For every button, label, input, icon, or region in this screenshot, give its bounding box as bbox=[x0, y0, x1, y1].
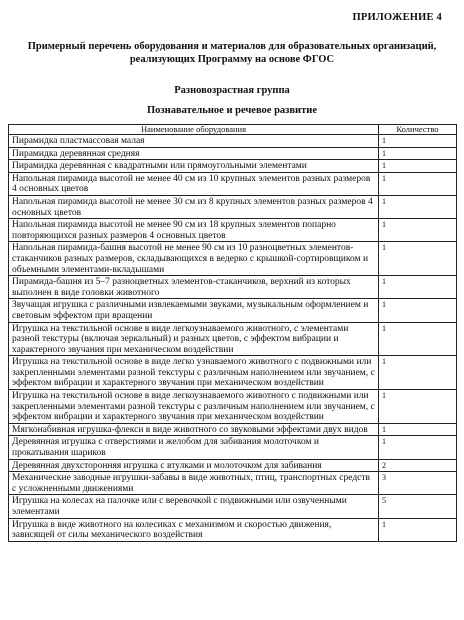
equipment-table bbox=[8, 124, 457, 542]
table-header-row bbox=[9, 125, 457, 135]
item-name: Деревянная игрушка с отверстиями и желобом для забивания молоточком и прокатывания шариков bbox=[9, 436, 379, 459]
table-row bbox=[9, 390, 457, 424]
item-name: Пирамидка деревянная средняя bbox=[9, 147, 379, 160]
table-row bbox=[9, 135, 457, 148]
table-row bbox=[9, 495, 457, 518]
item-name: Напольная пирамида высотой не менее 90 см из 18 крупных элементов попарно повторяющихся разных размеров 4 основных цветов bbox=[9, 219, 379, 242]
document-title: Примерный перечень оборудования и материалов для образовательных организаций, реализующих Программу на основе ФГОС bbox=[27, 41, 437, 65]
table-row bbox=[9, 459, 457, 472]
item-name: Игрушка на текстильной основе в виде легко узнаваемого животного с подвижными или закрепленными элементами разной текстуры с различным наполнением или звучанием, с эффектом вибрации и характерного звучания при механическом воздействии bbox=[9, 356, 379, 390]
table-row bbox=[9, 356, 457, 390]
table-row bbox=[9, 276, 457, 299]
table-row bbox=[9, 160, 457, 173]
item-quantity: 2 bbox=[379, 459, 457, 472]
item-name: Мягконабивная игрушка-флекси в виде животного со звуковыми эффектами двух видов bbox=[9, 423, 379, 436]
table-row bbox=[9, 219, 457, 242]
item-quantity: 1 bbox=[379, 276, 457, 299]
item-name: Механические заводные игрушки-забавы в виде животных, птиц, транспортных средств с усложненными движениями bbox=[9, 472, 379, 495]
item-name: Звучащая игрушка с различными извлекаемыми звуками, музыкальным оформлением и световым эффектом при вращении bbox=[9, 299, 379, 322]
table-row bbox=[9, 172, 457, 195]
item-name: Игрушка на текстильной основе в виде легкоузнаваемого животного с подвижными или закрепленными элементами разной текстуры с различным наполнением или звучанием, с эффектом вибрации и характерного звучания при механическом воздействии bbox=[9, 390, 379, 424]
table-row bbox=[9, 147, 457, 160]
item-name: Напольная пирамида высотой не менее 30 см из 8 крупных элементов разных размеров 4 основных цветов bbox=[9, 195, 379, 218]
item-quantity: 5 bbox=[379, 495, 457, 518]
item-quantity: 1 bbox=[379, 423, 457, 436]
item-name: Пирамидка пластмассовая малая bbox=[9, 135, 379, 148]
table-row bbox=[9, 322, 457, 356]
item-quantity: 1 bbox=[379, 160, 457, 173]
column-header-name: Наименование оборудования bbox=[9, 125, 379, 135]
table-row bbox=[9, 195, 457, 218]
table-row bbox=[9, 518, 457, 541]
item-name: Напольная пирамида высотой не менее 40 см из 10 крупных элементов разных размеров 4 основных цветов bbox=[9, 172, 379, 195]
item-quantity: 1 bbox=[379, 147, 457, 160]
appendix-label: ПРИЛОЖЕНИЕ 4 bbox=[352, 12, 442, 23]
item-name: Игрушка на колесах на палочке или с веревочкой с подвижными или озвученными элементами bbox=[9, 495, 379, 518]
item-quantity: 1 bbox=[379, 299, 457, 322]
table-row bbox=[9, 242, 457, 276]
item-quantity: 1 bbox=[379, 356, 457, 390]
item-quantity: 1 bbox=[379, 135, 457, 148]
item-name: Пирамидка деревянная с квадратными или прямоугольными элементами bbox=[9, 160, 379, 173]
item-quantity: 1 bbox=[379, 219, 457, 242]
item-quantity: 1 bbox=[379, 322, 457, 356]
item-quantity: 1 bbox=[379, 242, 457, 276]
section-heading: Познавательное и речевое развитие bbox=[147, 105, 317, 116]
item-name: Игрушка на текстильной основе в виде легкоузнаваемого животного, с элементами разной текстуры (включая зеркальный) и разных цветов, с эффектом вибрации и характерного звучания при механическом воздействии bbox=[9, 322, 379, 356]
item-quantity: 3 bbox=[379, 472, 457, 495]
item-quantity: 1 bbox=[379, 518, 457, 541]
item-name: Пирамида-башня из 5–7 разноцветных элементов-стаканчиков, верхний из которых выполнен в виде головки животного bbox=[9, 276, 379, 299]
item-name: Напольная пирамида-башня высотой не менее 90 см из 10 разноцветных элементов-стаканчиков разных размеров, складывающихся в ведерко с крышкой-сортировщиком и объемными элементами-вкладышами bbox=[9, 242, 379, 276]
item-quantity: 1 bbox=[379, 172, 457, 195]
item-name: Игрушка в виде животного на колесиках с механизмом и скоростью движения, зависящей от силы механического воздействия bbox=[9, 518, 379, 541]
table-row bbox=[9, 423, 457, 436]
item-quantity: 1 bbox=[379, 436, 457, 459]
table-row bbox=[9, 436, 457, 459]
table-row bbox=[9, 299, 457, 322]
column-header-quantity: Количество bbox=[379, 125, 457, 135]
item-name: Деревянная двухсторонняя игрушка с втулками и молоточком для забивания bbox=[9, 459, 379, 472]
group-heading: Разновозрастная группа bbox=[174, 85, 290, 96]
item-quantity: 1 bbox=[379, 195, 457, 218]
table-row bbox=[9, 472, 457, 495]
item-quantity: 1 bbox=[379, 390, 457, 424]
